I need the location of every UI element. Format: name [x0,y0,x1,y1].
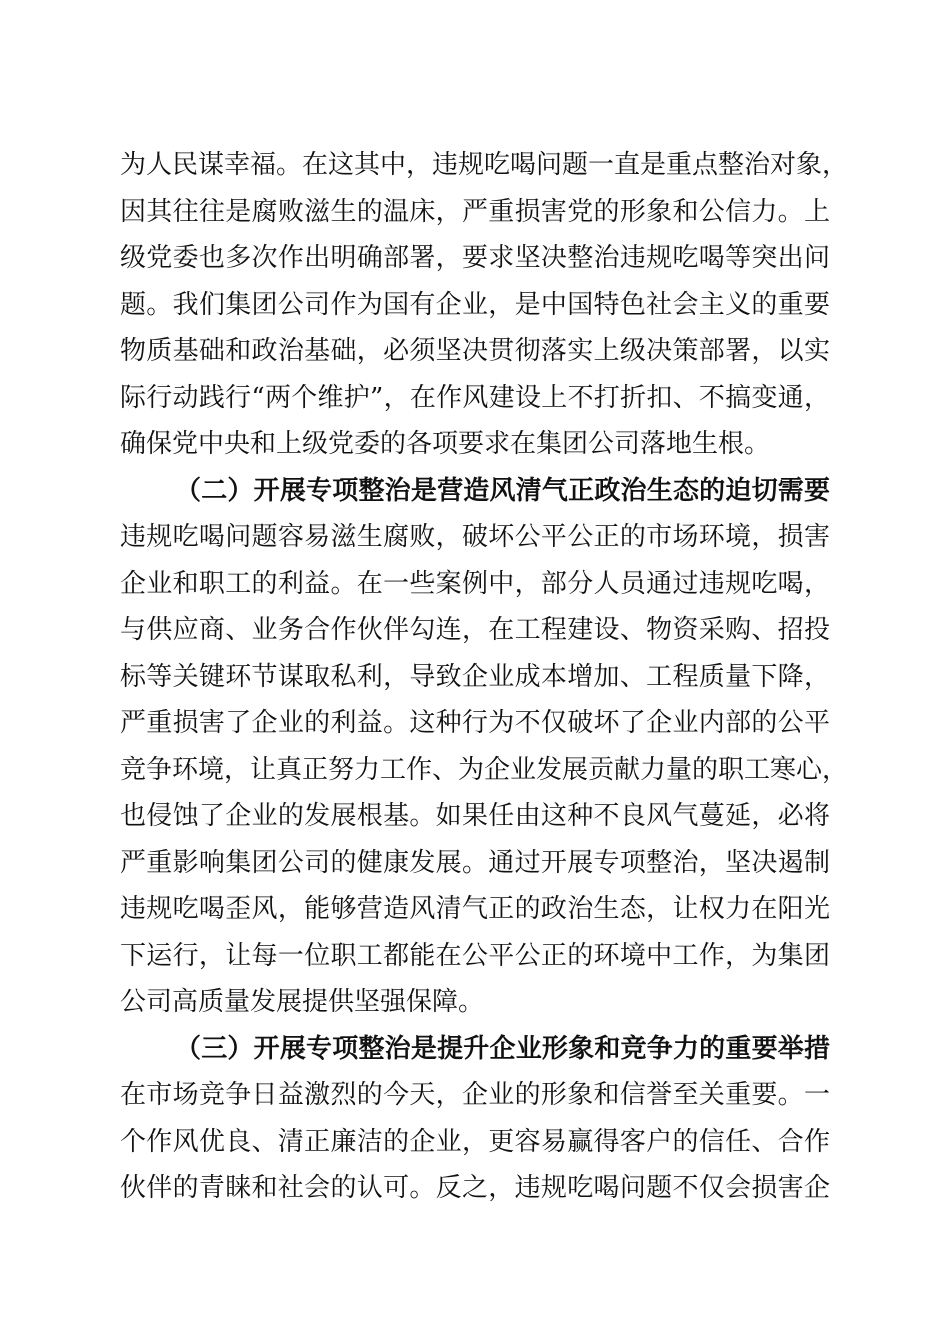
body-line: 题。我们集团公司作为国有企业，是中国特色社会主义的重要 [120,290,830,320]
body-line: 确保党中央和上级党委的各项要求在集团公司落地生根。 [120,429,771,459]
body-line: 下运行，让每一位职工都能在公平公正的环境中工作，为集团 [120,941,830,971]
body-line: 标等关键环节谋取私利，导致企业成本增加、工程质量下降， [120,662,830,692]
body-line: 与供应商、业务合作伙伴勾连，在工程建设、物资采购、招投 [120,615,830,645]
body-line: 严重影响集团公司的健康发展。通过开展专项整治，坚决遏制 [120,848,830,878]
body-line: 严重损害了企业的利益。这种行为不仅破坏了企业内部的公平 [120,708,830,738]
body-line: 违规吃喝问题容易滋生腐败，破坏公平公正的市场环境，损害 [120,522,830,552]
body-line: 伙伴的青睐和社会的认可。反之，违规吃喝问题不仅会损害企 [120,1173,830,1203]
section-heading: （二）开展专项整治是营造风清气正政治生态的迫切需要 [175,476,830,506]
body-line: 因其往往是腐败滋生的温床，严重损害党的形象和公信力。上 [120,197,830,227]
body-line: 公司高质量发展提供坚强保障。 [120,987,485,1017]
body-line: 级党委也多次作出明确部署，要求坚决整治违规吃喝等突出问 [120,243,830,273]
body-line: 违规吃喝歪风，能够营造风清气正的政治生态，让权力在阳光 [120,894,830,924]
body-line: 际行动践行“两个维护”，在作风建设上不打折扣、不搞变通， [120,383,830,413]
body-line: 企业和职工的利益。在一些案例中，部分人员通过违规吃喝， [120,569,830,599]
body-line: 也侵蚀了企业的发展根基。如果任由这种不良风气蔓延，必将 [120,801,830,831]
body-line: 竞争环境，让真正努力工作、为企业发展贡献力量的职工寒心， [120,755,849,785]
body-line: 个作风优良、清正廉洁的企业，更容易赢得客户的信任、合作 [120,1127,830,1157]
section-heading: （三）开展专项整治是提升企业形象和竞争力的重要举措 [175,1034,830,1064]
body-line: 为人民谋幸福。在这其中，违规吃喝问题一直是重点整治对象， [120,150,849,180]
body-line: 在市场竞争日益激烈的今天，企业的形象和信誉至关重要。一 [120,1080,830,1110]
body-line: 物质基础和政治基础，必须坚决贯彻落实上级决策部署，以实 [120,336,830,366]
